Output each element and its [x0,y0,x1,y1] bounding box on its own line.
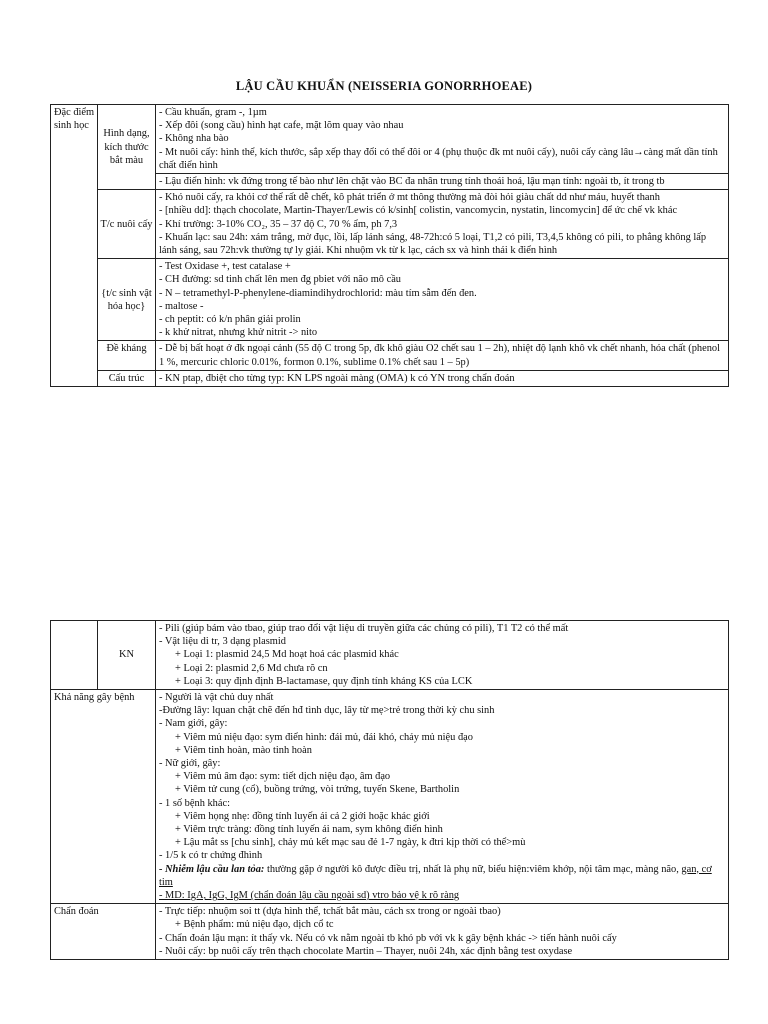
text-line: - ch peptit: có k/n phân giải prolin [159,314,301,326]
biology-table [50,104,729,387]
text-line: + Viêm mủ âm đạo: sym: tiết dịch niệu đạo, âm đạo [175,771,391,783]
table-row [51,621,729,690]
text-line: - Không nha bào [159,133,229,145]
page-title: LẬU CẦU KHUẨN (NEISSERIA GONORRHOEAE) [235,79,533,93]
text-line: - MD: IgA, IgG, IgM (chẩn đoán lậu cầu ngoài sd) vtro bảo vệ k rõ ràng [159,890,460,902]
row-content-pathogenicity [156,690,729,904]
text-line: - Cầu khuẩn, gram -, 1µm [159,107,267,118]
text-line: + Bệnh phẩm: mủ niệu đạo, dịch cổ tc [175,919,334,931]
text-line: + Viêm họng nhẹ: đồng tính luyến ái cả 2 giới hoặc khác giới [175,810,430,822]
row-label-resistance: Đề kháng [98,341,156,370]
text-line: + Loại 3: quy định định B-lactamase, quy định tính kháng KS của LCK [175,675,473,687]
text-line: - Mt nuôi cấy: hình thể, kích thước, sắp xếp thay đổi có thể đôi or 4 (phụ thuộc đk mt nuôi cấy), nuôi cấy càng lâu→càng mất dần tính chất điển hình [159,146,718,171]
row-content-morphology [156,105,729,174]
disseminated-underlined: gan, cơ tim [159,863,712,888]
text-line: + Loại 1: plasmid 24,5 Md hoạt hoá các plasmid khác [175,649,399,661]
text-line: - Khí trường: 3-10% CO₂, 35 – 37 độ C, 70 % ẩm, ph 7,3 [159,218,398,230]
pathology-table [50,620,729,960]
text-line: - Pili (giúp bám vào tbao, giúp trao đổi vật liệu di truyền giữa các chủng có pili), T1 T2 có thể mất [159,623,569,634]
text-line: - [nhiều dd]: thạch chocolate, Martin-Thayer/Lewis có k/sinh[ colistin, vancomycin, nystatin, lincomycin] để ức chế vk khác [159,205,678,217]
text-line: - 1 số bệnh khác: [159,797,230,809]
table-row [51,259,729,341]
row-label-biochem: {t/c sinh vật hóa học} [98,259,156,341]
text-line: - Nuôi cấy: bp nuôi cấy trên thạch chocolate Martin – Thayer, nuôi 24h, xác định bằng test oxydase [159,945,573,957]
text-line: - Lậu điển hình: vk đứng trong tế bào như lên chặt vào BC đa nhân trung tính thoái hoá, lậu mạn tính: ngoài tb, ít trong tb [159,176,665,188]
row-label-culture: T/c nuôi cấy [98,190,156,259]
disseminated-text: thường gặp ở người kô được điều trị, nhất là phụ nữ, biểu hiện:viêm khớp, nội tâm mạc, màng não, [264,863,682,875]
row-content-structure [156,370,729,386]
text-line: + Viêm mủ niệu đạo: sym điển hình: đái mủ, đái khó, chảy mủ niệu đạo [175,731,473,743]
row-label-morphology: Hình dạng, kích thước bắt màu [98,105,156,190]
row-label-pathogenicity: Khả năng gây bệnh [51,690,156,904]
row-label-structure: Cấu trúc [98,370,156,386]
text-line: - Khuẩn lạc: sau 24h: xám trắng, mờ đục, lồi, lấp lánh sáng, 48-72h:có 5 loại, T1,2 có pili, T3,4,5 không có pili, to phẳng không lấp lánh sáng, sau 72h:vk thường tự ly giải. Khi nhuộm vk từ k lạc, cách sx và hình thái k điển hình [159,231,707,257]
text-line: - Khó nuôi cấy, ra khỏi cơ thể rất dễ chết, kô phát triển ở mt thông thường mà đòi hỏi giàu chất dd như máu, huyết thanh [159,192,660,204]
row-content-resistance [156,341,729,370]
text-line: - 1/5 k có tr chứng đhình [159,850,263,862]
text-line: - Chẩn đoán lậu mạn: ít thấy vk. Nếu có vk nằm ngoài tb khó pb với vk k gây bệnh khác -> tiến hành nuôi cấy [159,932,617,944]
text-line-disseminated [159,863,724,889]
row-content-culture [156,190,729,259]
row-content-antigen [156,621,729,690]
row-content-typical [156,174,729,190]
table-row [51,341,729,370]
row-content-diagnosis [156,904,729,960]
table-row [51,904,729,960]
text-line: - KN ptap, đbiệt cho từng typ: KN LPS ngoài màng (OMA) k có YN trong chẩn đoán [159,372,515,384]
text-line: + Viêm tử cung (cổ), buồng trứng, vòi trứng, tuyến Skene, Bartholin [175,784,460,796]
row-content-biochem [156,259,729,341]
text-line: -Đường lây: lquan chặt chẽ đến hđ tình dục, lây từ mẹ>trẻ trong thời kỳ chu sinh [159,705,495,717]
table-row [51,105,729,174]
text-line: - Test Oxidase +, test catalase + [159,261,291,273]
text-line: - k khử nitrat, nhưng khử nitrit -> nito [159,327,318,339]
table-row [51,190,729,259]
table-row [51,690,729,904]
text-line: - Trực tiếp: nhuộm soi tt (dựa hình thể, tchất bắt màu, cách sx trong or ngoài tbao) [159,906,501,918]
text-line: + Loại 2: plasmid 2,6 Md chưa rõ cn [175,662,328,674]
disseminated-heading: - Nhiễm lậu cầu lan tỏa: [159,863,265,875]
text-line: - Vật liệu di tr, 3 dạng plasmid [159,636,286,648]
row-label-antigen: KN [98,621,156,690]
text-line: + Lậu mắt ss [chu sinh], chảy mủ kết mạc sau đẻ 1-7 ngày, k đtri kịp thời có thể>mù [175,837,526,849]
text-line: - N – tetramethyl-P-phenylene-diamindihydrochlorid: màu tím sẫm đến đen. [159,287,477,299]
text-line: + Viêm tinh hoàn, mào tinh hoàn [175,744,312,756]
text-line: - Dễ bị bất hoạt ở đk ngoại cảnh (55 độ C trong 5p, đk khô giàu O2 chết sau 1 – 2h), nhiệt độ lạnh khô vk chết nhanh, hóa chất (phenol 1 %, mercuric chloric 0.01%, formon 0.1%, sublime 0.1% chết sau 1 – 5p) [159,343,720,368]
text-line: - Nam giới, gây: [159,718,228,730]
group-label-empty [51,621,98,690]
text-line: - CH đường: sd tinh chất lên men đg pbiet với não mô cầu [159,274,401,286]
text-line: - maltose - [159,300,204,312]
row-label-diagnosis: Chẩn đoán [51,904,156,960]
text-line: + Viêm trực tràng: đồng tính luyến ái nam, sym không điển hình [175,824,443,836]
text-line: - Người là vật chủ duy nhất [159,692,274,704]
group-label-biology: Đặc điểm sinh học [51,105,98,387]
text-line: - Xếp đôi (song cầu) hình hạt cafe, mặt lõm quay vào nhau [159,120,404,132]
table-row [51,370,729,386]
text-line: - Nữ giới, gây: [159,758,221,770]
